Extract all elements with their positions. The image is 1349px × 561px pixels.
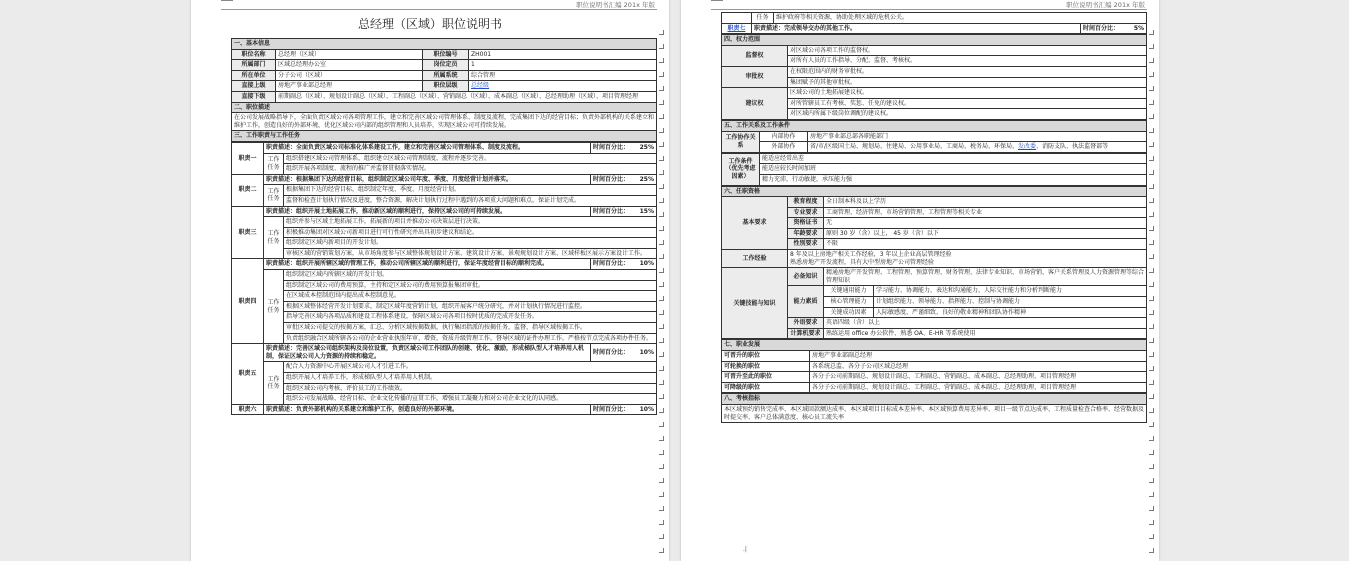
document-title: 总经理（区域）职位说明书 — [357, 17, 502, 31]
req-value: 无 — [824, 218, 1147, 229]
duty6-task: 维护政府等相关资源，协助处理区域的危机公关。 — [774, 13, 1147, 24]
section-kpi: 八、考核指标 — [722, 394, 1147, 405]
margin-mark — [1149, 30, 1154, 35]
margin-mark — [1149, 240, 1154, 245]
relations-table — [721, 120, 1147, 153]
duty-name: 职责四 — [232, 259, 264, 344]
task-row — [232, 373, 657, 384]
section-job-description: 二、职位描述 — [232, 102, 657, 113]
task-text: 在区域成本控制范围内提出成本控制意见。 — [284, 291, 657, 302]
margin-mark — [1149, 366, 1154, 371]
duty-row — [232, 259, 657, 270]
power-item: 对区域公司各项工作的监督权。 — [788, 45, 1147, 56]
crop-mark — [711, 0, 723, 1]
margin-mark — [1149, 422, 1154, 427]
requirements-table — [721, 186, 1147, 340]
task-row — [232, 301, 657, 312]
margin-mark — [1149, 100, 1154, 105]
margin-mark — [1149, 212, 1154, 217]
margin-mark — [1149, 86, 1154, 91]
margin-mark — [1149, 478, 1154, 483]
task-row — [232, 383, 657, 394]
label-unit: 所在单位 — [232, 70, 276, 81]
label-job-no: 职位编号 — [423, 49, 469, 60]
value-job-no: ZH001 — [469, 49, 657, 60]
section-relations: 五、工作关系及工作条件 — [722, 120, 1147, 131]
section-powers: 四、权力范围 — [722, 35, 1147, 46]
section-career: 七、职业发展 — [722, 340, 1147, 351]
level-link[interactable]: 总经级 — [471, 82, 490, 90]
condition-item: 能适应较长时间加班 — [760, 164, 1147, 175]
task-text: 组织搭建区域公司管理体系，组织建立区域公司管理制度、流程并逐步完善。 — [284, 153, 657, 164]
margin-mark — [1149, 450, 1154, 455]
label-level: 职位层级 — [423, 81, 469, 92]
margin-mark — [1149, 394, 1154, 399]
power-item: 集团赋予的其他审批权。 — [788, 77, 1147, 88]
margin-marks — [1149, 0, 1155, 561]
margin-mark — [1149, 72, 1154, 77]
duties-table — [231, 142, 657, 415]
margin-mark — [1149, 310, 1154, 315]
margin-mark — [659, 128, 664, 133]
duty-time-pct: 时间百分比： 15% — [591, 206, 657, 217]
margin-mark — [659, 394, 664, 399]
value-system: 综合管理 — [469, 70, 657, 81]
task-text: 组织开展各项制度、流程的推广并监督贯彻落实情况。 — [284, 164, 657, 175]
basic-info-table — [231, 38, 657, 142]
margin-mark — [1149, 324, 1154, 329]
margin-mark — [1149, 268, 1154, 273]
task-row — [232, 164, 657, 175]
task-row — [232, 312, 657, 323]
margin-mark — [659, 142, 664, 147]
work-task-label: 工作 任务 — [264, 185, 284, 206]
header-rule — [711, 9, 1147, 10]
task-text: 组织并参与区域土地拓展工作，拓展新的项目并推动公司决策层进行决策。 — [284, 217, 657, 228]
margin-mark — [659, 212, 664, 217]
duty-row — [232, 174, 657, 185]
job-table-part-2 — [721, 12, 1147, 423]
computer-label: 计算机要求 — [788, 328, 824, 339]
label-job-name: 职位名称 — [232, 49, 276, 60]
margin-mark — [659, 380, 664, 385]
condition-item: 能适应经常出差 — [760, 153, 1147, 164]
margin-mark — [659, 198, 664, 203]
task-row — [232, 185, 657, 196]
section-duties: 三、工作职责与工作任务 — [232, 131, 657, 142]
duty-desc: 职责描述：完善区域公司组织架构及岗位设置，负责区域公司工作团队的创建、优化、激励，形成梯队型人才培养用人机制，保证区域公司人力资源的持续和稳定。 — [264, 344, 591, 362]
margin-mark — [659, 492, 664, 497]
margin-mark — [1149, 44, 1154, 49]
req-key: 资格证书 — [788, 218, 824, 229]
margin-mark — [659, 450, 664, 455]
kpi-text: 本区域预约销售完成率、本区域回款额达成率、本区域项目目标成本差异率、本区域预算费用差异率、项目一级节点达成率、工程质量检查合格率、经营数据及时提交率、客户总体满意度、核心员工流失率 — [722, 404, 1147, 422]
req-value: 全日制本科及以上学历 — [824, 197, 1147, 208]
margin-mark — [1149, 184, 1154, 189]
margin-mark — [659, 310, 664, 315]
margin-mark — [659, 156, 664, 161]
experience-label: 工作经验 — [722, 250, 788, 268]
margin-mark — [659, 338, 664, 343]
duty-time-pct: 时间百分比： 25% — [591, 142, 657, 153]
margin-mark — [1149, 534, 1154, 539]
duty-name: 职责二 — [232, 174, 264, 206]
condition-item: 精力充沛，行动敏捷，承压能力强 — [760, 174, 1147, 185]
duty6-pct: 时间百分比： 10% — [591, 404, 657, 415]
margin-mark — [1149, 548, 1154, 553]
req-key: 教育程度 — [788, 197, 824, 208]
language-label: 外语要求 — [788, 318, 824, 329]
career-value: 各系统总监、各分子公司区域总经理 — [810, 361, 1147, 372]
margin-mark — [659, 478, 664, 483]
margin-mark — [659, 58, 664, 63]
duty-time-pct: 时间百分比： 10% — [591, 259, 657, 270]
work-task-label: 工作 任务 — [264, 270, 284, 344]
page-header: 职位说明书汇编 201x 年版 — [576, 1, 655, 9]
margin-mark — [659, 268, 664, 273]
margin-mark — [659, 282, 664, 287]
value-unit: 分子公司（区域） — [276, 70, 423, 81]
duty6-desc: 职责描述：负责外部机构的关系建立和维护工作，创造良好的外部环境。 — [264, 404, 591, 415]
label-quota: 岗位定员 — [423, 60, 469, 71]
task-row — [232, 280, 657, 291]
task-text: 根据区域整体经营开发计划要求，制定区域年度营销计划，组织开展客户统分研究，并对计划执行情况进行监控。 — [284, 301, 657, 312]
career-table — [721, 339, 1147, 393]
margin-mark — [659, 114, 664, 119]
career-key: 可轮换的职位 — [722, 361, 810, 372]
margin-mark — [659, 86, 664, 91]
power-item: 在权限范围内的财务审批权。 — [788, 66, 1147, 77]
task-row — [232, 227, 657, 238]
task-text: 积极推动集团对区域公司新项目进行可行性研究并出具初步建议和结论。 — [284, 227, 657, 238]
section-basic-info: 一、基本信息 — [232, 39, 657, 50]
document-page-2 — [681, 0, 1159, 561]
duty-time-pct: 时间百分比： 10% — [591, 344, 657, 362]
margin-mark — [659, 352, 664, 357]
margin-mark — [1149, 352, 1154, 357]
req-value: 工商管理、经济管理、市场营销管理、工程管理等相关专业 — [824, 207, 1147, 218]
margin-mark — [659, 464, 664, 469]
label-subordinates: 直接下级 — [232, 91, 276, 102]
margin-mark — [659, 184, 664, 189]
margin-mark — [659, 226, 664, 231]
power-item: 对区域内所属下级岗位调配的建议权。 — [788, 109, 1147, 120]
external-value: 省/市/区级国土局、规划局、住建局、公用事业局、工商局、税务局、环保局、发改委、消防支队、执法监督部等 — [808, 142, 1147, 153]
experience-value: 8 年及以上房地产相关工作经验，3 年以上企业高层管理经验 熟悉房地产开发流程，具有大中型房地产公司管理经验 — [788, 250, 1147, 268]
value-level — [469, 81, 657, 92]
value-superior: 房地产事业部总经理 — [276, 81, 423, 92]
margin-mark — [659, 254, 664, 259]
ability-value: 计划组织能力、领导能力、指挥能力、控制与协调能力 — [874, 297, 1147, 308]
task-text: 组织制定区域公司的费用预算，主持和定区域公司的费用预算报集团审批。 — [284, 280, 657, 291]
margin-mark — [1149, 464, 1154, 469]
duty-desc: 职责描述：组织开展土地拓展工作，推动新区域的顺利进行，保持区域公司的可持续发展。 — [264, 206, 591, 217]
margin-mark — [1149, 198, 1154, 203]
task-text: 组织公司发展战略、经营目标、企业文化传播的宣贯工作，增强员工凝聚力和对公司企业文化的认同感。 — [284, 394, 657, 405]
duty6-name: 职责六 — [232, 404, 264, 415]
career-key: 可晋升至此的职位 — [722, 372, 810, 383]
section-qualifications: 六、任职资格 — [722, 186, 1147, 197]
job-description-text: 在公司发展战略指导下，全面负责区域公司各项管理工作，建立和完善区域公司管理体系、制度及流程，完成集团下达的经营目标；负责外部机构的关系建立和维护工作，创造良好的外部环境，优化区域公司内部的组织管理和人员培养，实现区域公司可持续发展。 — [232, 113, 657, 131]
task-row — [232, 333, 657, 344]
job-table-part-1 — [231, 38, 657, 415]
margin-mark — [659, 30, 664, 35]
margin-mark — [659, 408, 664, 413]
task-text: 审核区域的营销策划方案，从市场角度参与区域整体规划设计方案、建筑设计方案、景观规划设计方案、区域样板区展示方案设计工作。 — [284, 248, 657, 259]
duty7-pct: 时间百分比： 5% — [1080, 23, 1146, 34]
power-item: 区域公司的土地拓展建议权。 — [788, 88, 1147, 99]
margin-mark — [1149, 142, 1154, 147]
task-row — [232, 217, 657, 228]
margin-mark — [659, 520, 664, 525]
internal-label: 内部协作 — [760, 131, 808, 142]
task-text: 组织制定区域内新项目的开发计划。 — [284, 238, 657, 249]
skills-label: 关键技能与知识 — [722, 268, 788, 339]
relations-label: 工作协作关系 — [722, 131, 760, 152]
task-row — [232, 394, 657, 405]
margin-mark — [1149, 520, 1154, 525]
computer-value: 熟练运用 office 办公软件、熟悉 OA、E-HR 等系统使用 — [824, 328, 1147, 339]
margin-mark — [1149, 436, 1154, 441]
value-dept: 区域总经理办公室 — [276, 60, 423, 71]
margin-mark — [1149, 170, 1154, 175]
language-value: 英语四级（含）以上 — [824, 318, 1147, 329]
margin-mark — [659, 170, 664, 175]
margin-mark — [1149, 492, 1154, 497]
margin-marks — [659, 0, 665, 561]
paragraph-mark: .| — [743, 546, 747, 553]
basic-req-label: 基本要求 — [722, 197, 788, 250]
ability-key: 关键成功因素 — [824, 307, 874, 318]
duty-desc: 职责描述：根据集团下达的经营目标，组织制定区域公司年度、季度、月度经营计划并落实。 — [264, 174, 591, 185]
margin-mark — [1149, 254, 1154, 259]
power-item: 对所管辖员工有考核、奖惩、任免的建议权。 — [788, 98, 1147, 109]
task-row — [232, 291, 657, 302]
task-label: 任务 — [752, 13, 774, 24]
task-text: 组织区域公司内考核、评价员工的工作绩效。 — [284, 383, 657, 394]
duty-time-pct: 时间百分比： 25% — [591, 174, 657, 185]
label-dept: 所属部门 — [232, 60, 276, 71]
duty6-continuation-cell — [722, 13, 752, 24]
margin-mark — [1149, 156, 1154, 161]
career-value: 房地产事业部副总经理 — [810, 351, 1147, 362]
req-value: 不限 — [824, 239, 1147, 250]
crop-mark — [221, 0, 233, 1]
task-row — [232, 362, 657, 373]
work-task-label: 工作 任务 — [264, 217, 284, 259]
fagaiwei-link[interactable]: 发改委 — [1018, 143, 1037, 151]
external-label: 外部协作 — [760, 142, 808, 153]
duty7-name: 职责七 — [722, 23, 752, 34]
duty7-desc: 职责描述：完成领导交办的其他工作。 — [752, 23, 1081, 34]
task-text: 组织制定区域内所辖区域的开发计划。 — [284, 270, 657, 281]
task-text: 指导完善区域内各项品质和建设工程体系建设，保障区域公司各项目按时优质的完成开发任务。 — [284, 312, 657, 323]
internal-value: 房地产事业部总部各职能部门 — [808, 131, 1147, 142]
margin-mark — [1149, 128, 1154, 133]
task-text: 监督和检查计划执行情况及进度，整合资源，解决计划执行过程中遇到的各项重大问题和难点，保证计划完成。 — [284, 195, 657, 206]
header-rule — [221, 9, 657, 10]
conditions-table — [721, 153, 1147, 186]
margin-mark — [659, 296, 664, 301]
margin-mark — [659, 240, 664, 245]
task-row — [232, 153, 657, 164]
margin-mark — [1149, 380, 1154, 385]
task-text: 负责组织融合区域所辖各公司的企业营业执照年审、增资、资质升级管理工作，督导区域的证件办理工作，严格按节点完成各项办件任务。 — [284, 333, 657, 344]
knowledge-value: 精通房地产开发管理、工程管理、预算管理、财务管理、法律专业知识、市场营销、客户关系管理及人力资源管理等综合管理知识 — [824, 268, 1147, 286]
margin-mark — [659, 72, 664, 77]
req-value: 原则 30 岁（含）以上， 45 岁（含）以下 — [824, 228, 1147, 239]
power-label: 审批权 — [722, 66, 788, 87]
duty-row-partial — [232, 404, 657, 415]
margin-mark — [1149, 408, 1154, 413]
duty-row — [232, 142, 657, 153]
margin-mark — [659, 100, 664, 105]
task-row — [232, 195, 657, 206]
document-page-1 — [191, 0, 669, 561]
ability-value: 学习能力、协调能力、表达和沟通能力、人际交往能力和分析判断能力 — [874, 286, 1147, 297]
career-key: 可降级的职位 — [722, 382, 810, 393]
margin-mark — [659, 366, 664, 371]
label-superior: 直接上级 — [232, 81, 276, 92]
margin-mark — [659, 534, 664, 539]
task-text: 审批区域公司提交的按揭方案，汇总、分析区域按揭数据，执行集团指派的按揭任务，监督、指导区域按揭工作。 — [284, 323, 657, 334]
margin-mark — [659, 324, 664, 329]
work-task-label: 工作 任务 — [264, 362, 284, 404]
ability-key: 关键通用能力 — [824, 286, 874, 297]
kpi-table — [721, 393, 1147, 423]
margin-mark — [659, 548, 664, 553]
margin-mark — [1149, 114, 1154, 119]
margin-mark — [659, 44, 664, 49]
margin-mark — [1149, 282, 1154, 287]
duty-row — [232, 344, 657, 362]
value-quota: 1 — [469, 60, 657, 71]
career-value: 各分子公司前期副总、规划设计副总、工程副总、营销副总、成本副总、总经理助理、项目管理经理 — [810, 372, 1147, 383]
task-text: 配合人力资源中心开展区域公司人才引进工作。 — [284, 362, 657, 373]
task-row — [232, 238, 657, 249]
task-text: 根据集团下达的经营目标，组织制定年度、季度、月度经营计划。 — [284, 185, 657, 196]
duty-desc: 职责描述：全面负责区域公司标准化体系建设工作，建立和完善区域公司管理体系、制度及流程。 — [264, 142, 591, 153]
conditions-label: 工作条件（优先考虑因素） — [722, 153, 760, 185]
task-row — [232, 323, 657, 334]
duty-continuation-table — [721, 12, 1147, 34]
req-key: 性别要求 — [788, 239, 824, 250]
ability-value: 人际敏感度、严谨细致、良好的敬业精神和团队协作精神 — [874, 307, 1147, 318]
margin-mark — [1149, 58, 1154, 63]
career-value: 各分子公司前期副总、规划设计副总、工程副总、营销副总、成本副总、总经理助理、项目管理经理 — [810, 382, 1147, 393]
work-task-label: 工作 任务 — [264, 153, 284, 174]
margin-mark — [659, 422, 664, 427]
powers-table — [721, 34, 1147, 120]
knowledge-label: 必备知识 — [788, 268, 824, 286]
ability-key: 核心管理能力 — [824, 297, 874, 308]
duty-row — [232, 206, 657, 217]
task-row — [232, 270, 657, 281]
duty-desc: 职责描述：组织开展所辖区域的管理工作，推动公司所辖区域的顺利进行，保证年度经营目标的顺利完成。 — [264, 259, 591, 270]
power-label: 监督权 — [722, 45, 788, 66]
value-job-name: 总经理（区域） — [276, 49, 423, 60]
power-label: 建议权 — [722, 88, 788, 120]
margin-mark — [659, 436, 664, 441]
label-system: 所属系统 — [423, 70, 469, 81]
power-item: 对所有人员的工作指导、分配、监督、考核权。 — [788, 56, 1147, 67]
duty-name: 职责一 — [232, 142, 264, 174]
value-subordinates: 前期副总（区域）、规划设计副总（区域）、工程副总（区域）、营销副总（区域）、成本副总（区域）、总经理助理（区域）、项目管理经理 — [276, 91, 657, 102]
ability-label: 能力素质 — [788, 286, 824, 318]
margin-mark — [659, 506, 664, 511]
task-row — [232, 248, 657, 259]
career-key: 可晋升的职位 — [722, 351, 810, 362]
duty-name: 职责三 — [232, 206, 264, 259]
req-key: 年龄要求 — [788, 228, 824, 239]
margin-mark — [1149, 506, 1154, 511]
req-key: 专业要求 — [788, 207, 824, 218]
duty-name: 职责五 — [232, 344, 264, 405]
task-text: 组织开展人才培养工作，形成梯队型人才培养用人机制。 — [284, 373, 657, 384]
margin-mark — [1149, 338, 1154, 343]
page-header: 职位说明书汇编 201x 年版 — [1066, 1, 1145, 9]
margin-mark — [1149, 296, 1154, 301]
margin-mark — [1149, 226, 1154, 231]
